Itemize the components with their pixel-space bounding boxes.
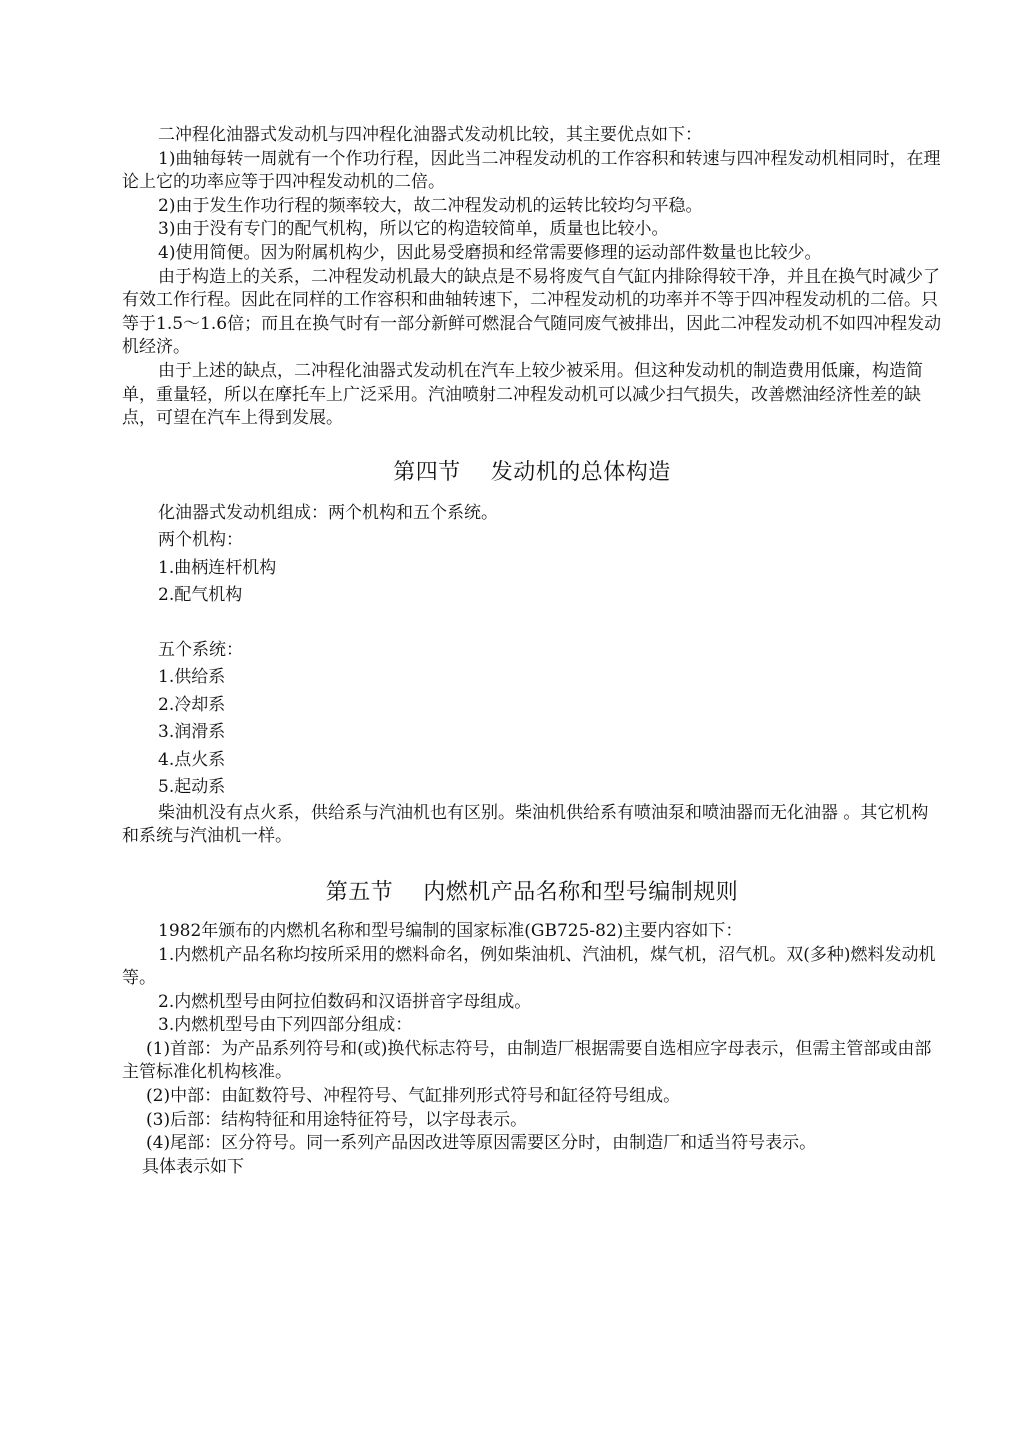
section-4-title: 发动机的总体构造: [490, 459, 671, 485]
closing-line: 具体表示如下: [142, 1156, 244, 1177]
standard-intro: 1982年颁布的内燃机名称和型号编制的国家标准(GB725-82)主要内容如下：: [158, 920, 743, 941]
rule-1: 1.内燃机产品名称均按所采用的燃料命名，例如柴油机、汽油机，煤气机，沼气机。双(多种)燃料发动机等。: [122, 944, 936, 989]
list-item: 2.配气机构: [158, 585, 243, 606]
mechanisms-label: 两个机构：: [158, 530, 243, 551]
section-4-heading: [122, 455, 942, 486]
rule-3: 3.内燃机型号由下列四部分组成：: [158, 1015, 413, 1036]
part-rear: (3)后部：结构特征和用途特征符号，以字母表示。: [146, 1109, 528, 1130]
part-head: (1)首部：为产品系列符号和(或)换代标志符号，由制造厂根据需要自选相应字母表示，但需主管部或由部主管标准化机构核准。: [122, 1038, 932, 1083]
intro-paragraph: 二冲程化油器式发动机与四冲程化油器式发动机比较，其主要优点如下：: [158, 125, 702, 145]
list-item: 5.起动系: [158, 777, 226, 798]
advantage-4: 4)使用简便。因为附属机构少，因此易受磨损和经常需要修理的运动部件数量也比较少。: [158, 242, 822, 263]
list-item: 1.供给系: [158, 667, 226, 688]
disadvantage-paragraph: 由于构造上的关系，二冲程发动机最大的缺点是不易将废气自气缸内排除得较干净，并且在换气时减少了有效工作行程。因此在同样的工作容积和曲轴转速下，二冲程发动机的功率并不等于四冲程发动机的二倍。只等于1.5～1.6倍；而且在换气时有一部分新鲜可燃混合气随同废气被排出，因此二冲程发动机不如四冲程发动机经济。: [122, 266, 942, 358]
section-4-body: [122, 500, 942, 802]
systems-label: 五个系统：: [158, 639, 243, 660]
list-item: 1.曲柄连杆机构: [158, 557, 277, 578]
engine-composition: 化油器式发动机组成：两个机构和五个系统。: [158, 502, 498, 523]
part-middle: (2)中部：由缸数符号、冲程符号、气缸排列形式符号和缸径符号组成。: [146, 1086, 681, 1107]
advantage-2: 2)由于发生作功行程的频率较大，故二冲程发动机的运转比较均匀平稳。: [158, 195, 703, 216]
section-5-heading: [122, 875, 942, 906]
rule-2: 2.内燃机型号由阿拉伯数码和汉语拼音字母组成。: [158, 991, 532, 1012]
list-item: 2.冷却系: [158, 694, 226, 715]
application-paragraph: 由于上述的缺点，二冲程化油器式发动机在汽车上较少被采用。但这种发动机的制造费用低廉，构造简单，重量轻，所以在摩托车上广泛采用。汽油喷射二冲程发动机可以减少扫气损失，改善燃油经济性差的缺点，可望在汽车上得到发展。: [122, 360, 923, 429]
list-item: 4.点火系: [158, 749, 226, 770]
advantage-3: 3)由于没有专门的配气机构，所以它的构造较简单，质量也比较小。: [158, 219, 669, 240]
document-page: [122, 124, 942, 1179]
section-5-number: 第五节: [325, 879, 394, 905]
section-5-title: 内燃机产品名称和型号编制规则: [423, 879, 739, 905]
section-4-number: 第四节: [393, 459, 461, 485]
part-tail: (4)尾部：区分符号。同一系列产品因改进等原因需要区分时，由制造厂和适当符号表示。: [146, 1133, 817, 1154]
diesel-note: 柴油机没有点火系，供给系与汽油机也有区别。柴油机供给系有喷油泵和喷油器而无化油器 。其它机构和系统与汽油机一样。: [122, 802, 929, 847]
list-item: 3.润滑系: [158, 722, 226, 743]
advantage-1: 1)曲轴每转一周就有一个作功行程，因此当二冲程发动机的工作容积和转速与四冲程发动机相同时，在理论上它的功率应等于四冲程发动机的二倍。: [122, 148, 941, 193]
